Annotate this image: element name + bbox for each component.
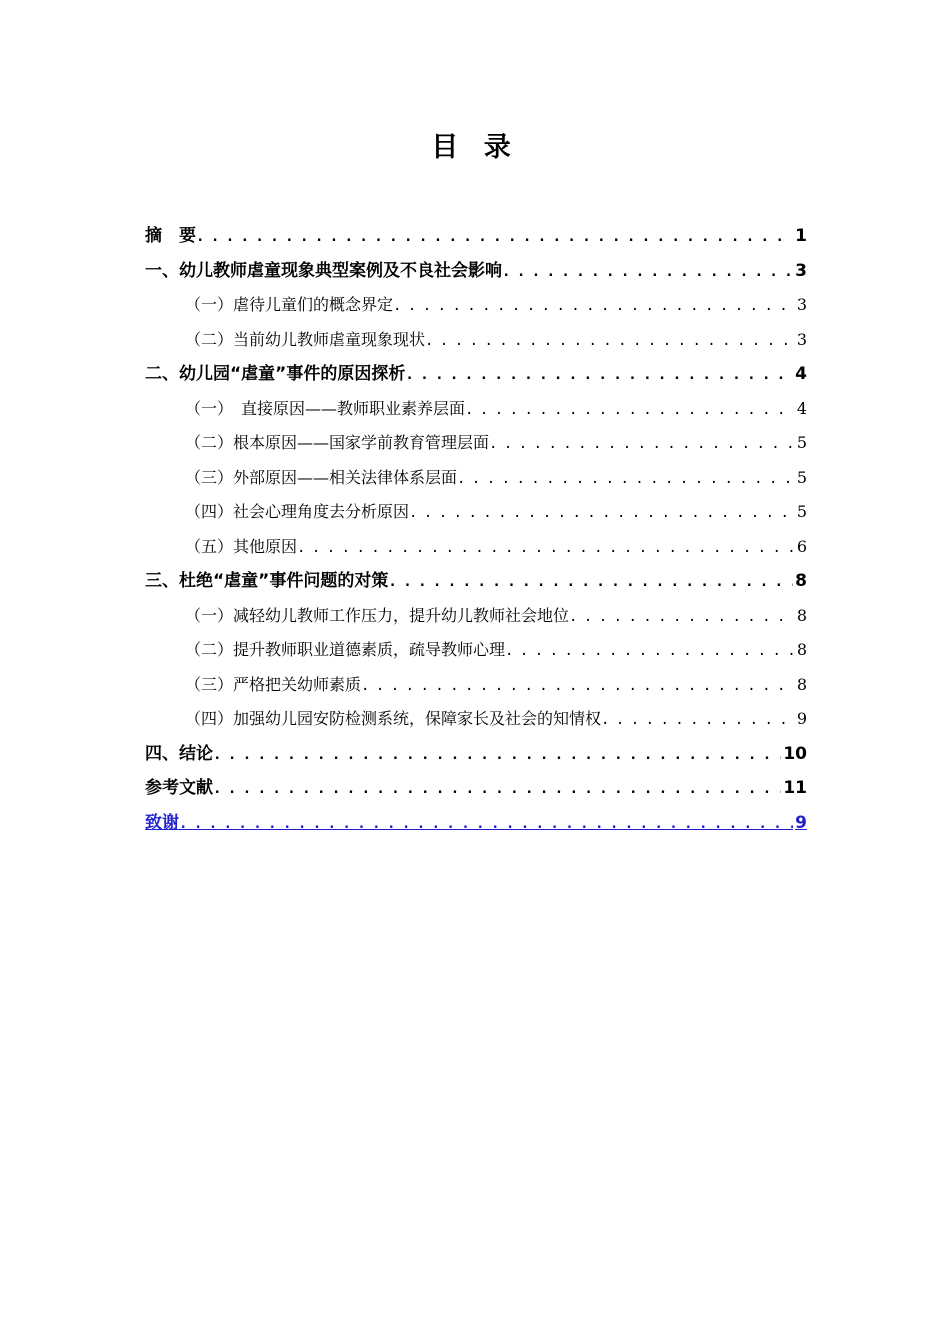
toc-entry-page: 9 (796, 709, 807, 728)
dot-leader (213, 771, 781, 806)
dot-leader (489, 426, 795, 461)
toc-entry-label: （一）虐待儿童们的概念界定 (185, 295, 394, 314)
toc-entry-label: （三）严格把关幼师素质 (185, 674, 362, 694)
toc-entry-page: 5 (796, 433, 807, 452)
toc-entry-label: 四、结论 (145, 743, 213, 764)
toc-entry-page: 3 (796, 329, 807, 349)
toc-entry-page: 8 (796, 605, 807, 625)
toc-entry-section-3-2[interactable] (145, 633, 807, 668)
toc-entry-label: 二、幼儿园“虐童”事件的原因探析 (145, 364, 406, 384)
toc-entry-page: 9 (795, 812, 807, 833)
toc-entry-acknowledgements-link[interactable] (145, 806, 807, 841)
dot-leader (457, 461, 795, 496)
toc-entry-label: 摘 要 (145, 226, 196, 246)
toc-title: 目 录 (431, 132, 519, 163)
toc-entry-label: 参考文献 (145, 778, 213, 798)
dot-leader (405, 357, 793, 392)
toc-entry-page: 11 (783, 778, 807, 798)
toc-entry-section-1-1[interactable] (145, 288, 807, 323)
toc-entry-label: （三）外部原因——相关法律体系层面 (185, 467, 458, 487)
dot-leader (409, 495, 795, 530)
toc-entry-label: （四）社会心理角度去分析原因 (185, 502, 410, 521)
toc-entry-section-2-2[interactable] (145, 426, 807, 461)
toc-entry-section-2-4[interactable] (145, 495, 807, 530)
toc-entry-page: 6 (796, 536, 807, 556)
dot-leader (569, 599, 795, 634)
dot-leader (505, 633, 795, 668)
toc-entry-page: 3 (796, 295, 807, 314)
toc-entry-section-3-1[interactable] (145, 599, 807, 634)
toc-entry-page: 8 (796, 640, 807, 659)
dot-leader (179, 806, 793, 841)
toc-entry-section-3-3[interactable] (145, 668, 807, 703)
toc-entry-section-2-1[interactable] (145, 392, 807, 427)
toc-entry-references[interactable] (145, 771, 807, 806)
toc-entry-abstract[interactable] (145, 219, 807, 254)
toc-entry-label: （二）根本原因——国家学前教育管理层面 (185, 433, 490, 452)
toc-entry-page: 4 (795, 364, 807, 384)
toc-entry-label: 一、幼儿教师虐童现象典型案例及不良社会影响 (145, 260, 502, 281)
toc-entry-page: 5 (796, 502, 807, 521)
dot-leader (196, 219, 793, 254)
toc-entry-page: 3 (795, 260, 807, 281)
toc-entry-section-2[interactable] (145, 357, 807, 392)
toc-entry-label: （四）加强幼儿园安防检测系统，保障家长及社会的知情权 (185, 709, 602, 728)
dot-leader (465, 392, 795, 427)
toc-entry-label: （二）当前幼儿教师虐童现象现状 (185, 329, 426, 349)
toc-entry-page: 1 (795, 226, 807, 246)
dot-leader (393, 288, 795, 323)
toc-entry-page: 5 (796, 467, 807, 487)
toc-entry-label: 致谢 (145, 812, 179, 833)
toc-entry-section-1[interactable] (145, 254, 807, 289)
toc-entry-label: （二）提升教师职业道德素质，疏导教师心理 (185, 640, 506, 659)
dot-leader (297, 530, 795, 565)
dot-leader (388, 564, 793, 599)
toc-entry-page: 4 (796, 398, 807, 418)
dot-leader (213, 737, 781, 772)
toc-entry-section-3[interactable] (145, 564, 807, 599)
dot-leader (502, 254, 793, 289)
table-of-contents (145, 219, 807, 840)
toc-entry-section-2-5[interactable] (145, 530, 807, 565)
dot-leader (425, 323, 795, 358)
toc-entry-page: 8 (796, 674, 807, 694)
toc-entry-section-3-4[interactable] (145, 702, 807, 737)
toc-entry-page: 8 (795, 571, 807, 591)
toc-entry-label: 三、杜绝“虐童”事件问题的对策 (145, 571, 389, 591)
toc-entry-section-1-2[interactable] (145, 323, 807, 358)
dot-leader (601, 702, 795, 737)
dot-leader (361, 668, 795, 703)
toc-entry-label: （一）减轻幼儿教师工作压力，提升幼儿教师社会地位 (185, 605, 570, 625)
toc-entry-section-4[interactable] (145, 737, 807, 772)
toc-entry-label: （五）其他原因 (185, 536, 298, 556)
toc-entry-label: （一） 直接原因——教师职业素养层面 (185, 398, 466, 418)
toc-entry-page: 10 (783, 743, 807, 764)
toc-entry-section-2-3[interactable] (145, 461, 807, 496)
